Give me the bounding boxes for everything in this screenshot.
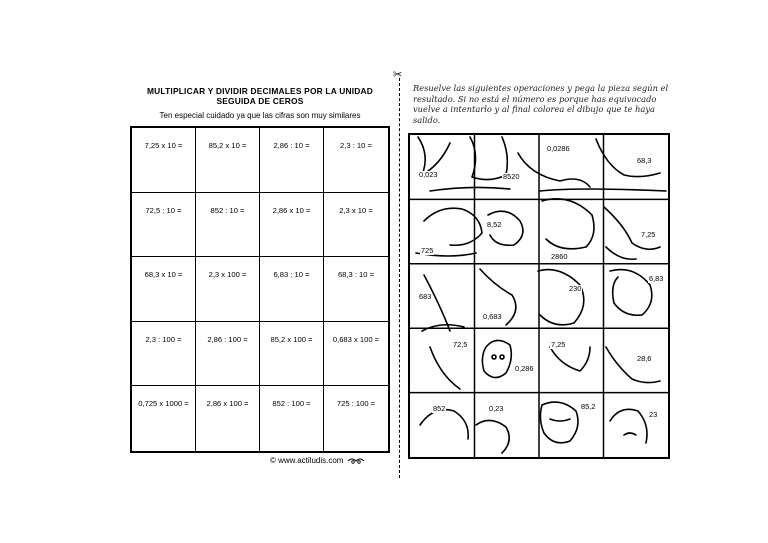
instruction-line: Resuelve las siguientes operaciones y pega la pieza según el [413, 83, 669, 93]
puzzle-piece-label: 68,3 [637, 156, 652, 165]
operation-cell: 2,3 : 100 = [132, 322, 196, 387]
puzzle-piece-label: 28,6 [637, 354, 652, 363]
instructions [413, 83, 671, 125]
puzzle-piece-label: 230 [569, 284, 582, 293]
footer-text: © www.actiludis.com [270, 456, 344, 465]
operation-cell: 68,3 : 10 = [324, 257, 388, 322]
operation-cell: 68,3 x 10 = [132, 257, 196, 322]
title-line-2: SEGUIDA DE CEROS [216, 96, 304, 106]
puzzle-piece-label: 7,25 [551, 340, 566, 349]
operation-cell: 0,683 x 100 = [324, 322, 388, 387]
operation-cell: 2,86 x 10 = [260, 193, 324, 258]
puzzle-piece-label: 725 [421, 246, 434, 255]
owl-logo-icon [347, 457, 365, 465]
puzzle-piece-label: 0,0286 [547, 144, 570, 153]
puzzle-piece-label: 85,2 [581, 402, 596, 411]
puzzle-piece-label: 2860 [551, 252, 568, 261]
footer-credit [270, 456, 365, 466]
operation-cell: 85,2 x 10 = [196, 128, 260, 193]
operation-cell: 6,83 : 10 = [260, 257, 324, 322]
puzzle-piece-label: 0,683 [483, 312, 502, 321]
puzzle-piece-label: 72,5 [453, 340, 468, 349]
puzzle-artwork [410, 135, 668, 457]
operation-cell: 2,86 : 100 = [196, 322, 260, 387]
operation-cell: 2,86 x 100 = [196, 386, 260, 451]
puzzle-piece-label: 852 [433, 404, 446, 413]
operation-cell: 2,3 x 100 = [196, 257, 260, 322]
worksheet-subtitle: Ten especial cuidado ya que las cifras son muy similares [159, 111, 361, 120]
puzzle-piece-label: 8,52 [487, 220, 502, 229]
operation-cell: 7,25 x 10 = [132, 128, 196, 193]
operation-cell: 2,3 x 10 = [324, 193, 388, 258]
operation-cell: 72,5 : 10 = [132, 193, 196, 258]
puzzle-piece-label: 8520 [503, 172, 520, 181]
puzzle-piece-label: 23 [649, 410, 658, 419]
scissors-icon: ✂ [393, 69, 403, 81]
puzzle-piece-label: 683 [419, 292, 432, 301]
operation-cell: 85,2 x 100 = [260, 322, 324, 387]
operations-grid [130, 126, 390, 453]
puzzle-board [408, 133, 670, 459]
instruction-line: salido. [413, 114, 441, 125]
operation-cell: 2,3 : 10 = [324, 128, 388, 193]
puzzle-piece-label: 0,023 [419, 170, 438, 179]
operation-cell: 0,725 x 1000 = [132, 386, 196, 451]
operation-cell: 2,86 : 10 = [260, 128, 324, 193]
puzzle-piece-label: 6,83 [649, 274, 664, 283]
puzzle-piece-label: 0,286 [515, 364, 534, 373]
operation-cell: 852 : 100 = [260, 386, 324, 451]
puzzle-piece-label: 7,25 [641, 230, 656, 239]
title-line-1: MULTIPLICAR Y DIVIDIR DECIMALES POR LA UNIDAD [147, 86, 373, 96]
worksheet-title [128, 86, 392, 106]
operation-cell: 852 : 10 = [196, 193, 260, 258]
cut-line [399, 78, 400, 478]
operation-cell: 725 : 100 = [336, 399, 376, 409]
instruction-line: vuelve a intentarlo y al final colorea el dibujo que te haya [413, 104, 655, 114]
puzzle-piece-label: 0,23 [489, 404, 504, 413]
instruction-line: resultado. Si no está el número es porque has equivocado [413, 93, 657, 104]
